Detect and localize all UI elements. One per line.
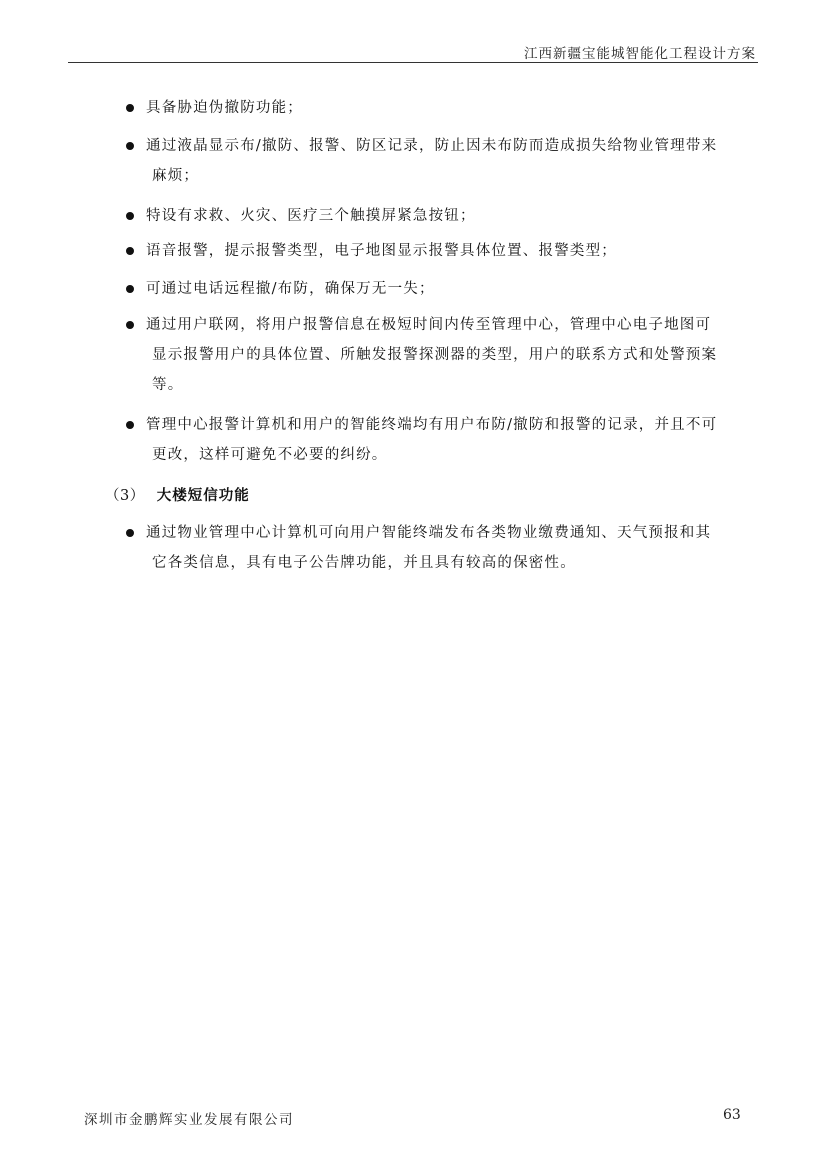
bullet-item: [126, 310, 760, 400]
bullet-line: 显示报警用户的具体位置、所触发报警探测器的类型，用户的联系方式和处警预案: [152, 347, 718, 363]
bullet-text: [126, 201, 760, 231]
bullet-line: 具备胁迫伪撤防功能；: [146, 100, 303, 116]
bullet-item: [126, 518, 760, 578]
bullet-line: 更改，这样可避免不必要的纠纷。: [152, 447, 388, 463]
footer-company: 深圳市金鹏辉实业发展有限公司: [84, 1112, 294, 1128]
bullet-line: 它各类信息，具有电子公告牌功能，并且具有较高的保密性。: [152, 555, 576, 571]
bullet-dot-icon: [126, 247, 134, 255]
bullet-line: 通过用户联网，将用户报警信息在极短时间内传至管理中心，管理中心电子地图可: [146, 317, 712, 333]
bullet-line: 语音报警，提示报警类型，电子地图显示报警具体位置、报警类型；: [146, 243, 617, 259]
bullet-item: [126, 201, 760, 231]
bullet-text: [126, 236, 760, 266]
bullet-dot-icon: [126, 321, 134, 329]
bullet-line: 通过液晶显示布/撤防、报警、防区记录，防止因未布防而造成损失给物业管理带来: [146, 138, 718, 154]
bullet-dot-icon: [126, 285, 134, 293]
section-title: 大楼短信功能: [156, 487, 250, 504]
header-title: 江西新疆宝能城智能化工程设计方案: [524, 46, 756, 62]
bullet-dot-icon: [126, 529, 134, 537]
bullet-line: 通过物业管理中心计算机可向用户智能终端发布各类物业缴费通知、天气预报和其: [146, 525, 712, 541]
bullet-line: 管理中心报警计算机和用户的智能终端均有用户布防/撤防和报警的记录，并且不可: [146, 417, 718, 433]
bullet-text: [126, 274, 760, 304]
bullet-dot-icon: [126, 212, 134, 220]
bullet-line: 麻烦；: [152, 168, 200, 184]
section-number: （3）: [105, 488, 145, 504]
bullet-item: [126, 93, 760, 123]
section-heading: [105, 483, 250, 509]
bullet-text: [126, 518, 760, 578]
bullet-item: [126, 131, 760, 191]
bullet-item: [126, 410, 760, 470]
bullet-line: 等。: [152, 377, 184, 393]
bullet-text: [126, 93, 760, 123]
bullet-text: [126, 310, 760, 400]
bullet-dot-icon: [126, 421, 134, 429]
bullet-line: 特设有求救、火灾、医疗三个触摸屏紧急按钮；: [146, 208, 476, 224]
bullet-text: [126, 131, 760, 191]
bullet-item: [126, 236, 760, 266]
page-header: [68, 40, 758, 63]
bullet-text: [126, 410, 760, 470]
page-number: 63: [723, 1107, 741, 1123]
bullet-line: 可通过电话远程撤/布防，确保万无一失；: [146, 281, 435, 297]
bullet-dot-icon: [126, 104, 134, 112]
bullet-item: [126, 274, 760, 304]
bullet-dot-icon: [126, 142, 134, 150]
